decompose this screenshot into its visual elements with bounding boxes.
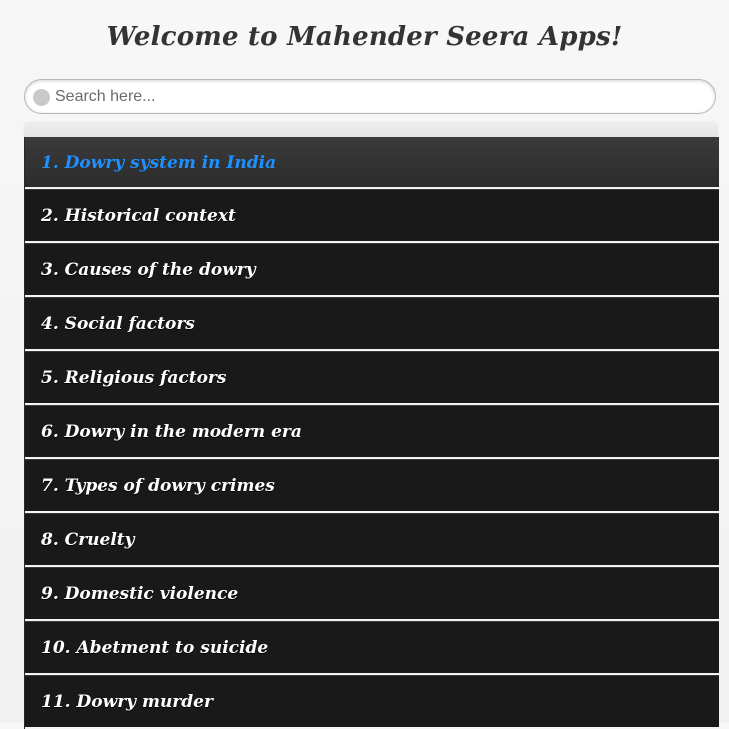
search-icon	[33, 89, 50, 106]
list-item-types-of-dowry-crimes[interactable]: 7. Types of dowry crimes	[25, 459, 719, 513]
page-title: Welcome to Mahender Seera Apps!	[106, 22, 623, 53]
list-header-divider	[24, 123, 718, 137]
list-item-dowry-system-in-india[interactable]: 1. Dowry system in India	[25, 137, 719, 189]
topic-list	[24, 137, 719, 729]
list-item-abetment-to-suicide[interactable]: 10. Abetment to suicide	[25, 621, 719, 675]
list-item-cruelty[interactable]: 8. Cruelty	[25, 513, 719, 567]
search-input[interactable]	[55, 80, 705, 113]
search-bar[interactable]	[24, 79, 716, 114]
list-item-dowry-in-the-modern-era[interactable]: 6. Dowry in the modern era	[25, 405, 719, 459]
list-item-causes-of-the-dowry[interactable]: 3. Causes of the dowry	[25, 243, 719, 297]
list-item-domestic-violence[interactable]: 9. Domestic violence	[25, 567, 719, 621]
list-item-social-factors[interactable]: 4. Social factors	[25, 297, 719, 351]
list-item-religious-factors[interactable]: 5. Religious factors	[25, 351, 719, 405]
list-item-historical-context[interactable]: 2. Historical context	[25, 189, 719, 243]
list-item-dowry-murder[interactable]: 11. Dowry murder	[25, 675, 719, 729]
